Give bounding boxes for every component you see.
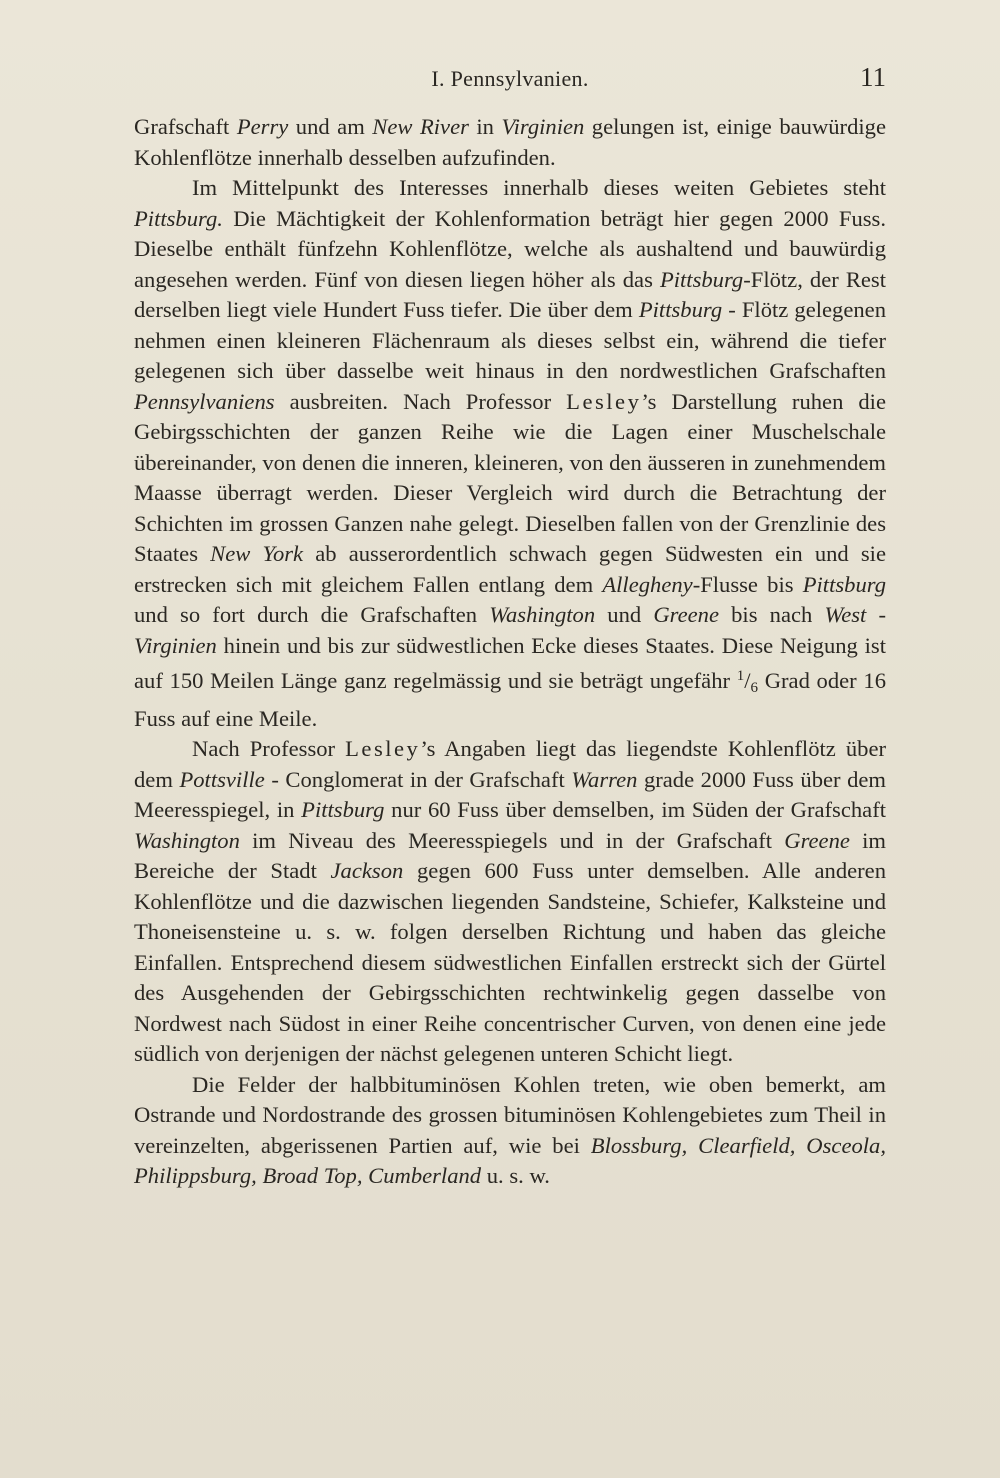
italic-run: Pittsburg	[659, 266, 744, 292]
italic-run: Pennsylvaniens	[134, 388, 275, 414]
text-run: und am	[288, 114, 373, 139]
running-title: I. Pennsylvanien.	[431, 66, 589, 91]
paragraph	[134, 173, 886, 734]
italic-run: Pittsburg.	[134, 205, 223, 231]
italic-run: Jackson	[330, 858, 404, 883]
page-header	[134, 62, 886, 102]
spaced-name: Lesley	[345, 736, 421, 761]
text-run: ab ausserordentlich schwach gegen Südwesten ein und sie erstrecken sich mit gleichem Fallen entlang dem	[134, 541, 886, 597]
page-number: 11	[860, 62, 886, 92]
italic-run: Allegheny	[602, 571, 693, 597]
italic-run: Perry	[236, 114, 289, 139]
body-text	[134, 112, 886, 1192]
italic-run: Greene	[653, 602, 719, 627]
text-run: Im Mittelpunkt des Interesses innerhalb dieses weiten Gebietes steht	[192, 175, 886, 200]
paragraph	[134, 1070, 886, 1192]
text-run: - Flötz gelegenen nehmen einen kleineren Flächenraum als dieses selbst ein, während die tiefer gelegenen sich über dasselbe weit hinaus in den nordwestlichen Grafschaften	[134, 297, 886, 383]
italic-run: Pottsville	[179, 766, 265, 792]
text-run: - Conglomerat in der Grafschaft	[264, 766, 572, 792]
text-run: gegen 600 Fuss unter demselben. Alle anderen Kohlenflötze und die dazwischen liegenden Sandsteine, Schiefer, Kalksteine und Thoneisensteine u. s. w. folgen derselben Richtung und haben das gleiche Einfallen. Entsprechend diesem südwestlichen Einfallen erstreckt sich der Gürtel des Ausgehenden der Gebirgsschichten rechtwinkelig gegen dasselbe von Nordwest nach Südost in einer Reihe concentrischer Curven, von denen eine jede südlich von derjenigen der nächst gelegenen unteren Schicht liegt.	[134, 858, 886, 1066]
italic-run: New York	[210, 541, 304, 566]
text-run: und so fort durch die Grafschaften	[134, 602, 490, 627]
fraction-denominator: 6	[750, 680, 758, 696]
text-run: u. s. w.	[481, 1163, 550, 1188]
text-run: ’s Darstellung ruhen die Gebirgsschichten der ganzen Reihe wie die Lagen einer Muschelschale übereinander, von denen die inneren, kleineren, von den äusseren in zunehmendem Maasse überragt werden. Dieser Vergleich wird durch die Betrachtung der Schichten im grossen Ganzen nahe gelegt. Dieselben fallen von der Grenzlinie des Staates	[134, 388, 886, 566]
italic-run: Warren	[571, 766, 638, 792]
text-run: in	[468, 114, 502, 139]
text-run: Die Felder der halbbituminösen Kohlen treten, wie oben bemerkt, am Ostrande und Nordostrande des grossen bituminösen Kohlengebietes zum Theil in vereinzelten, abgerissenen Partien auf, wie bei	[134, 1071, 886, 1158]
italic-run: Pittsburg	[301, 797, 385, 822]
text-run: -Flötz, der Rest derselben liegt viele Hundert Fuss tiefer. Die über dem	[134, 266, 886, 322]
text-run: nur 60 Fuss über demselben, im Süden der Grafschaft	[384, 797, 886, 822]
paragraph	[134, 734, 886, 1070]
italic-run: Greene	[784, 827, 850, 853]
text-run: -Flusse bis	[692, 571, 803, 597]
paragraph	[134, 112, 886, 173]
text-run: Grafschaft	[134, 114, 237, 139]
text-run: bis nach	[718, 602, 825, 627]
text-run: hinein und bis zur südwestlichen Ecke dieses Staates. Diese Neigung ist auf 150 Meilen Länge ganz regelmässig und sie beträgt ungefähr	[134, 632, 886, 693]
fraction-numerator: 1	[736, 668, 745, 684]
text-run: grade 2000 Fuss über dem Meeresspiegel, in	[134, 766, 886, 822]
spaced-name: Lesley	[566, 388, 642, 414]
text-run: Die Mächtigkeit der Kohlenformation beträgt hier gegen 2000 Fuss. Dieselbe enthält fünfzehn Kohlenflötze, welche als aushaltend und bauwürdig angesehen werden. Fünf von diesen liegen höher als das	[134, 205, 886, 292]
italic-run: West - Virginien	[134, 602, 886, 658]
italic-run: New River	[372, 114, 469, 139]
text-run: im Bereiche der Stadt	[134, 827, 887, 883]
text-run: Nach Professor	[192, 736, 346, 761]
text-run: im Niveau des Meeresspiegels und in der Grafschaft	[239, 827, 785, 853]
text-run: und	[595, 602, 654, 627]
italic-run: Pittsburg	[638, 297, 723, 322]
text-run: gelungen ist, einige bauwürdige Kohlenflötze innerhalb desselben aufzufinden.	[134, 114, 886, 170]
text-run: /	[744, 668, 751, 693]
italic-run: Pittsburg	[802, 571, 886, 597]
text-run: Grad oder 16 Fuss auf eine Meile.	[134, 668, 886, 731]
text-run: ’s Angaben liegt das liegendste Kohlenflötz über dem	[134, 736, 886, 792]
italic-run: Virginien	[501, 114, 585, 139]
italic-run: Blossburg, Clearfield, Osceola, Philippsburg, Broad Top, Cumberland	[134, 1132, 886, 1188]
italic-run: Washington	[134, 827, 240, 853]
text-run: ausbreiten. Nach Professor	[274, 388, 567, 414]
italic-run: Washington	[489, 602, 596, 627]
